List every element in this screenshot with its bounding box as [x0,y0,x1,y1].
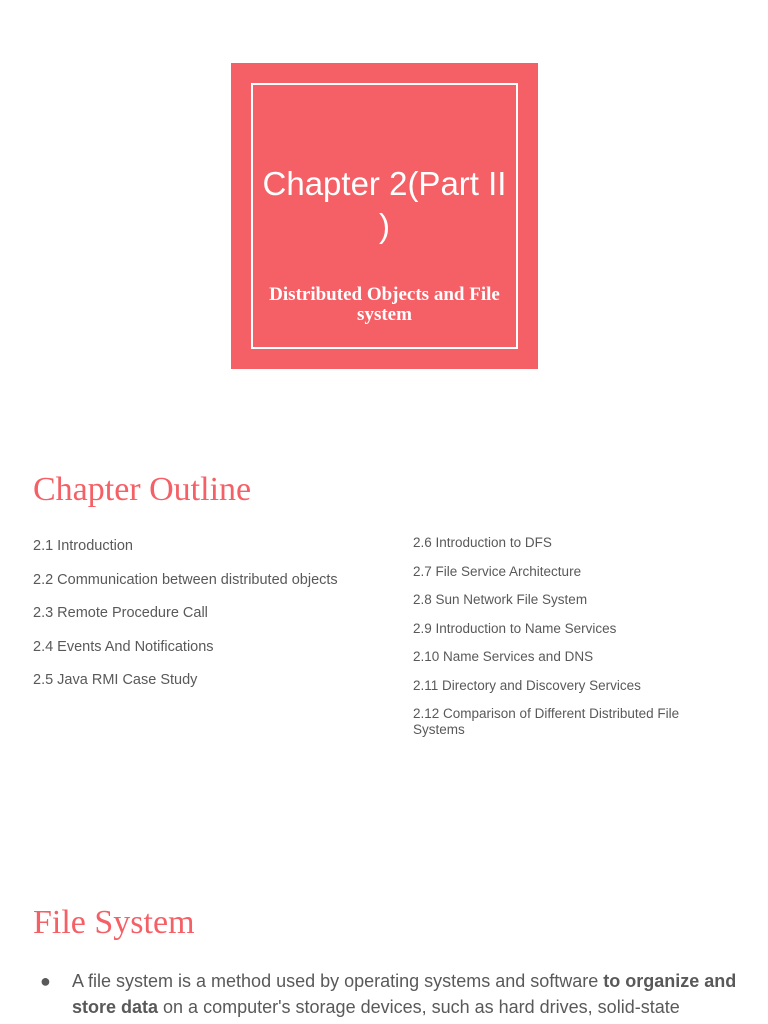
outline-item: 2.10 Name Services and DNS [413,649,594,664]
bullet-text: A file system is a method used by operating systems and software [72,971,604,991]
list-item [40,968,740,1020]
bullet-icon: ● [40,971,51,991]
outline-item: 2.9 Introduction to Name Services [413,620,617,636]
file-system-heading: File System [33,904,195,941]
outline-item: 2.12 Comparison of Different Distributed File Systems [413,706,680,737]
outline-item: 2.4 Events And Notifications [33,638,214,655]
title-card [231,63,538,369]
outline-item: 2.11 Directory and Discovery Services [413,677,641,693]
outline-item: 2.8 Sun Network File System [413,592,588,607]
title-card-frame [251,83,518,349]
chapter-title: Chapter 2(Part II ) [262,165,507,244]
chapter-subtitle: Distributed Objects and File system [269,284,500,325]
outline-item: 2.7 File Service Architecture [413,563,582,579]
bullet-text-continued: on a computer's storage devices, such as hard drives, solid-state [158,997,680,1017]
outline-item: 2.1 Introduction [33,538,133,554]
outline-item: 2.5 Java RMI Case Study [33,672,198,688]
outline-list-right [413,535,713,738]
chapter-outline-heading: Chapter Outline [33,471,252,508]
file-system-bullet-list [40,968,740,1020]
outline-item: 2.6 Introduction to DFS [413,535,552,550]
outline-item: 2.2 Communication between distributed objects [33,571,338,588]
outline-list-left [33,536,393,704]
bullet-bold-text: to organize and store data [72,971,737,1017]
outline-item: 2.3 Remote Procedure Call [33,605,208,621]
